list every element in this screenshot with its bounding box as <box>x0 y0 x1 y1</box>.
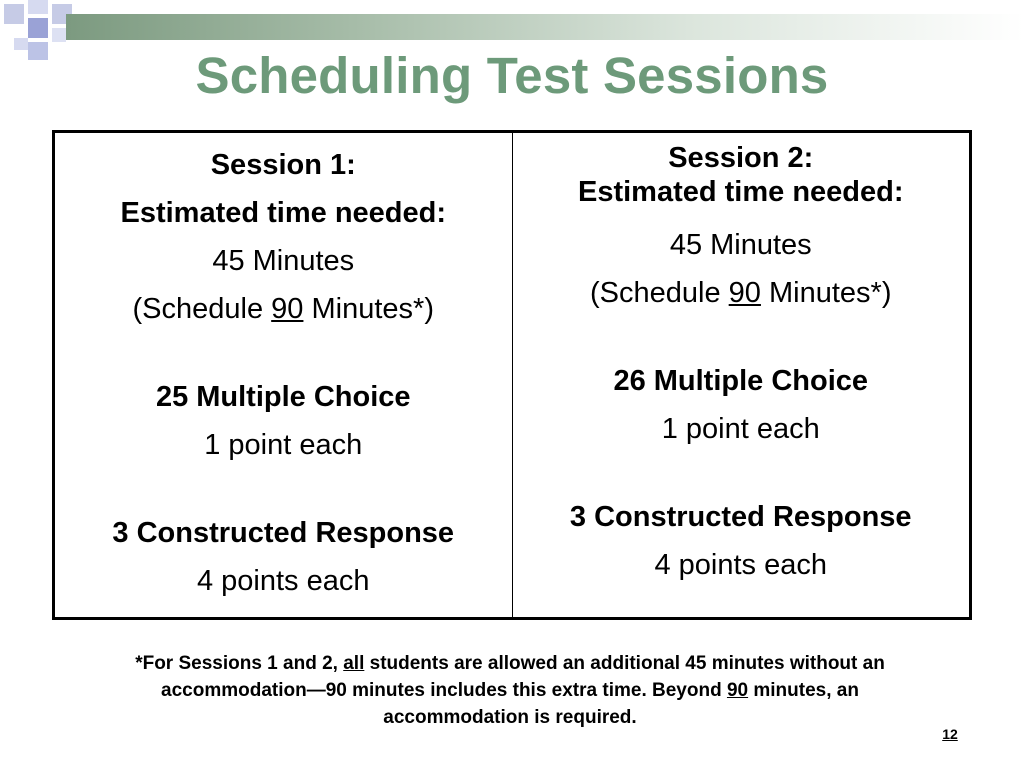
title-gradient-bar <box>66 14 1024 40</box>
schedule-suffix: Minutes*) <box>760 277 892 309</box>
footnote-text: *For Sessions 1 and 2, <box>135 653 344 674</box>
decorative-square <box>28 0 48 14</box>
footnote <box>110 650 910 731</box>
multiple-choice-points: 1 point each <box>204 429 363 461</box>
constructed-response-points: 4 points each <box>196 565 370 597</box>
time-needed-label: Estimated time needed: <box>577 176 904 208</box>
slide-title: Scheduling Test Sessions <box>195 47 829 104</box>
schedule-prefix: (Schedule <box>590 277 729 309</box>
constructed-response-points: 4 points each <box>654 549 827 581</box>
schedule-minutes <box>513 269 970 317</box>
estimated-minutes: 45 Minutes <box>669 229 812 261</box>
multiple-choice-label: 26 Multiple Choice <box>613 365 869 397</box>
decorative-square <box>28 18 48 38</box>
time-needed-label: Estimated time needed: <box>120 197 447 229</box>
footnote-emphasis: 90 <box>726 680 749 701</box>
decorative-square <box>52 28 66 42</box>
footnote-text: minutes, an accommodation is required. <box>383 680 859 728</box>
footnote-emphasis: all <box>343 653 365 674</box>
session-heading: Session 1: <box>210 149 356 181</box>
sessions-table <box>52 130 972 620</box>
session-1-cell <box>55 133 512 617</box>
schedule-value: 90 <box>728 277 761 309</box>
estimated-minutes: 45 Minutes <box>212 245 355 277</box>
decorative-square <box>4 4 24 24</box>
page-number: 12 <box>942 726 958 742</box>
schedule-value: 90 <box>271 293 304 325</box>
schedule-prefix: (Schedule <box>132 293 272 325</box>
multiple-choice-points: 1 point each <box>661 413 820 445</box>
session-2-cell <box>512 133 970 617</box>
constructed-response-label: 3 Constructed Response <box>569 501 912 533</box>
session-heading: Session 2: <box>668 142 814 174</box>
constructed-response-label: 3 Constructed Response <box>112 517 455 549</box>
multiple-choice-label: 25 Multiple Choice <box>155 381 411 413</box>
schedule-minutes <box>55 285 512 333</box>
footnote-text: students are allowed an additional 45 minutes without an accommodation—90 minutes includes this extra time. Beyond <box>161 653 885 701</box>
schedule-suffix: Minutes*) <box>303 293 434 325</box>
